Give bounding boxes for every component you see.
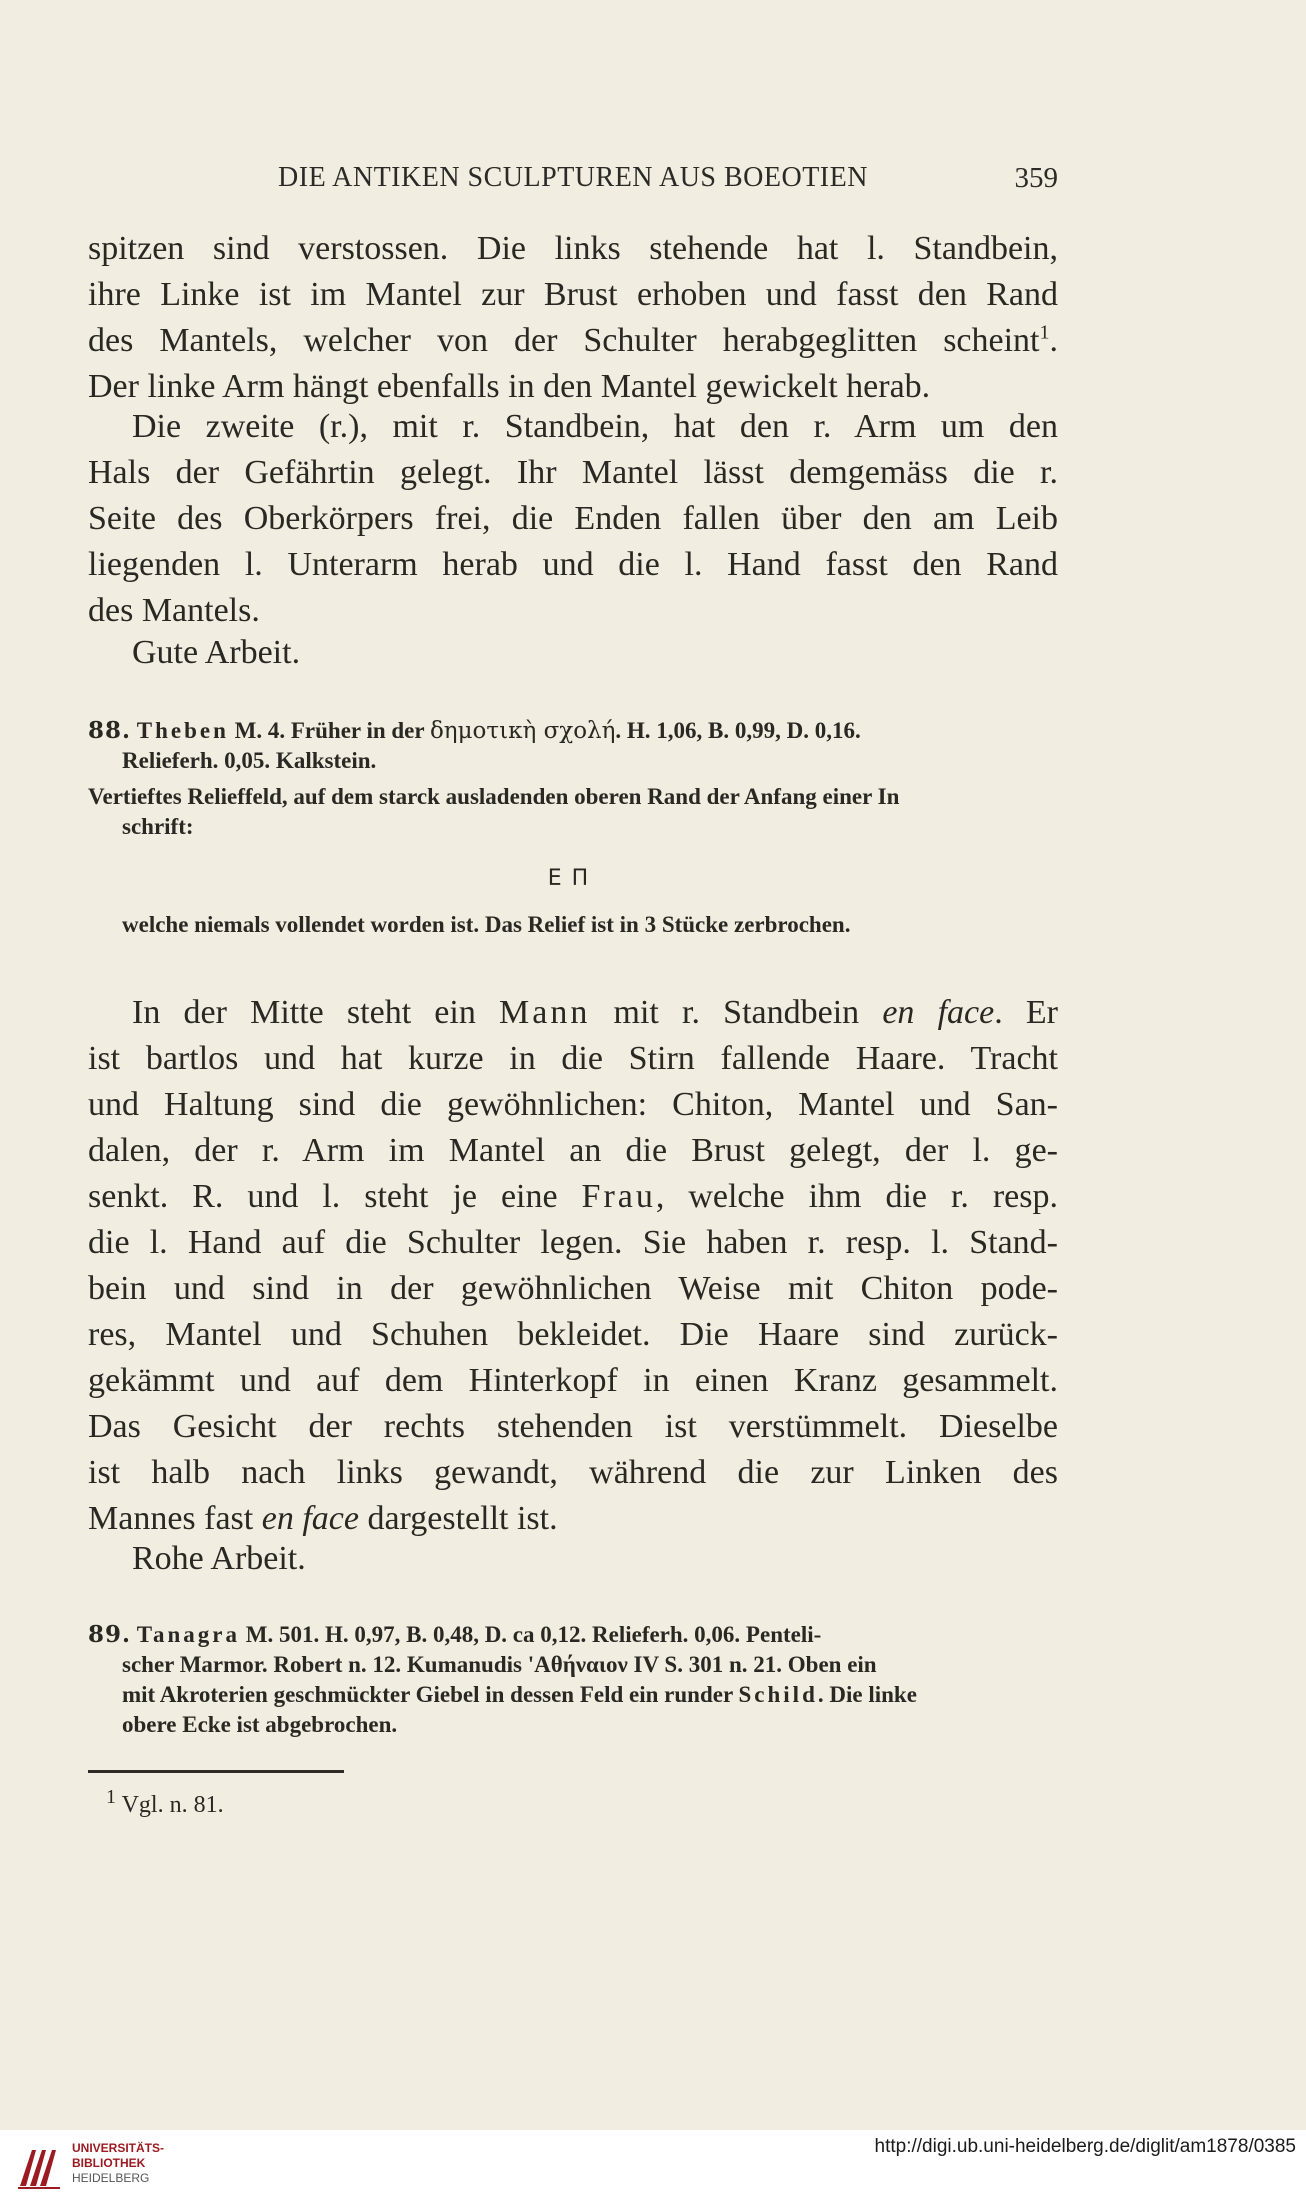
text-span: M. 501. H. 0,97, B. 0,48, D. ca 0,12. Relieferh. 0,06. Penteli- (240, 1622, 822, 1647)
text-line (88, 318, 1058, 364)
text-line: Hals der Gefährtin gelegt. Ihr Mantel lässt demgemäss die r. (88, 454, 1058, 491)
text-span: en face (882, 994, 995, 1031)
entry-line (88, 716, 1058, 746)
page-number: 359 (1014, 162, 1058, 194)
text-line: Die zweite (r.), mit r. Standbein, hat den r. Arm um den (132, 408, 1058, 445)
text-line: ist halb nach links gewandt, während die zur Linken des (88, 1454, 1058, 1491)
entry-line: Relieferh. 0,05. Kalkstein. (122, 748, 377, 773)
entry-line: welche niemals vollendet worden ist. Das Relief ist in 3 Stücke zerbrochen. (122, 912, 851, 937)
library-name (72, 2141, 164, 2186)
footnote-divider (88, 1770, 344, 1773)
text-line: gekämmt und auf dem Hinterkopf in einen Kranz gesammelt. (88, 1362, 1058, 1399)
text-span: , welche ihm die r. resp. (655, 1178, 1058, 1215)
text-line: des Mantels. (88, 592, 260, 629)
library-logo-icon (14, 2142, 64, 2192)
running-title: DIE ANTIKEN SCULPTUREN AUS BOEOTIEN (278, 162, 868, 193)
entry-number: 88. (88, 717, 132, 744)
catalog-entry-89 (88, 1620, 1058, 1740)
paragraph-5 (88, 1536, 1058, 1582)
text-span: senkt. R. und l. steht je eine (88, 1178, 582, 1215)
text-span: M. 4. Früher in der (228, 718, 430, 743)
paragraph-1 (88, 226, 1058, 410)
footnote-ref[interactable]: 1 (1039, 321, 1050, 344)
entry-place: Theben (136, 718, 229, 743)
text-line: res, Mantel und Schuhen bekleidet. Die Haare sind zurück- (88, 1316, 1058, 1353)
text-span: Mannes fast (88, 1500, 262, 1537)
entry-line: Vertieftes Relieffeld, auf dem starck ausladenden oberen Rand der Anfang einer In (88, 784, 900, 809)
text-span: In der Mitte steht ein (132, 994, 500, 1031)
text-span: mit Akroterien geschmückter Giebel in dessen Feld ein runder (122, 1682, 739, 1707)
text-span: dargestellt ist. (358, 1500, 558, 1537)
text-span: . H. 1,06, B. 0,99, D. 0,16. (615, 718, 861, 743)
text-line: Gute Arbeit. (132, 634, 301, 671)
entry-line: obere Ecke ist abgebrochen. (122, 1712, 398, 1737)
text-span: en face (261, 1500, 359, 1537)
text-line: und Haltung sind die gewöhnlichen: Chiton, Mantel und San- (88, 1086, 1058, 1123)
entry-line (88, 1680, 1058, 1710)
library-name-line: BIBLIOTHEK (72, 2156, 146, 2170)
text-span: Frau (581, 1178, 656, 1215)
text-span: Schild (738, 1682, 818, 1707)
text-line: Das Gesicht der rechts stehenden ist verstümmelt. Dieselbe (88, 1408, 1058, 1445)
catalog-entry-88 (88, 716, 1058, 842)
text-span: . Die linke (817, 1682, 917, 1707)
library-name-line: HEIDELBERG (72, 2171, 150, 2185)
text-line: Seite des Oberkörpers frei, die Enden fallen über den am Leib (88, 500, 1058, 537)
text-line: die l. Hand auf die Schulter legen. Sie haben r. resp. l. Stand- (88, 1224, 1058, 1261)
text-span: . Er (994, 994, 1058, 1031)
paragraph-4 (88, 990, 1058, 1542)
footnote (106, 1786, 224, 1819)
catalog-entry-88-note (88, 910, 1058, 940)
text-span: . (1049, 322, 1058, 359)
library-name-line: UNIVERSITÄTS- (72, 2141, 165, 2155)
text-span: Mann (499, 994, 591, 1031)
entry-place: Tanagra (136, 1622, 240, 1647)
footnote-mark: 1 (106, 1786, 116, 1808)
library-footer (0, 2130, 1306, 2198)
entry-line: schrift: (122, 814, 194, 839)
text-line: liegenden l. Unterarm herab und die l. Hand fasst den Rand (88, 546, 1058, 583)
text-span: des Mantels, welcher von der Schulter herabgeglitten scheint (88, 322, 1040, 359)
text-span: mit r. Standbein (590, 994, 883, 1031)
paragraph-2 (88, 404, 1058, 634)
footnote-text: Vgl. n. 81. (116, 1792, 224, 1818)
source-url-link[interactable]: http://digi.ub.uni-heidelberg.de/diglit/am1878/0385 (874, 2136, 1296, 2157)
entry-number: 89. (88, 1621, 132, 1648)
greek-text: δημοτικὴ σχολή (429, 718, 616, 744)
text-line: spitzen sind verstossen. Die links stehende hat l. Standbein, (88, 230, 1058, 267)
text-line (88, 990, 1058, 1036)
text-line: Der linke Arm hängt ebenfalls in den Mantel gewickelt herab. (88, 368, 931, 405)
text-line: ihre Linke ist im Mantel zur Brust erhoben und fasst den Rand (88, 276, 1058, 313)
text-line: Rohe Arbeit. (132, 1540, 306, 1577)
running-head (88, 162, 1058, 206)
text-line: dalen, der r. Arm im Mantel an die Brust gelegt, der l. ge- (88, 1132, 1058, 1169)
text-line (88, 1174, 1058, 1220)
text-line: ist bartlos und hat kurze in die Stirn fallende Haare. Tracht (88, 1040, 1058, 1077)
inscription-text: ΕΠ (547, 866, 599, 891)
entry-line (88, 1620, 1058, 1650)
entry-line: scher Marmor. Robert n. 12. Kumanudis 'Αθήναιον IV S. 301 n. 21. Oben ein (122, 1652, 877, 1677)
paragraph-3 (88, 630, 1058, 676)
text-line: bein und sind in der gewöhnlichen Weise mit Chiton pode- (88, 1270, 1058, 1307)
